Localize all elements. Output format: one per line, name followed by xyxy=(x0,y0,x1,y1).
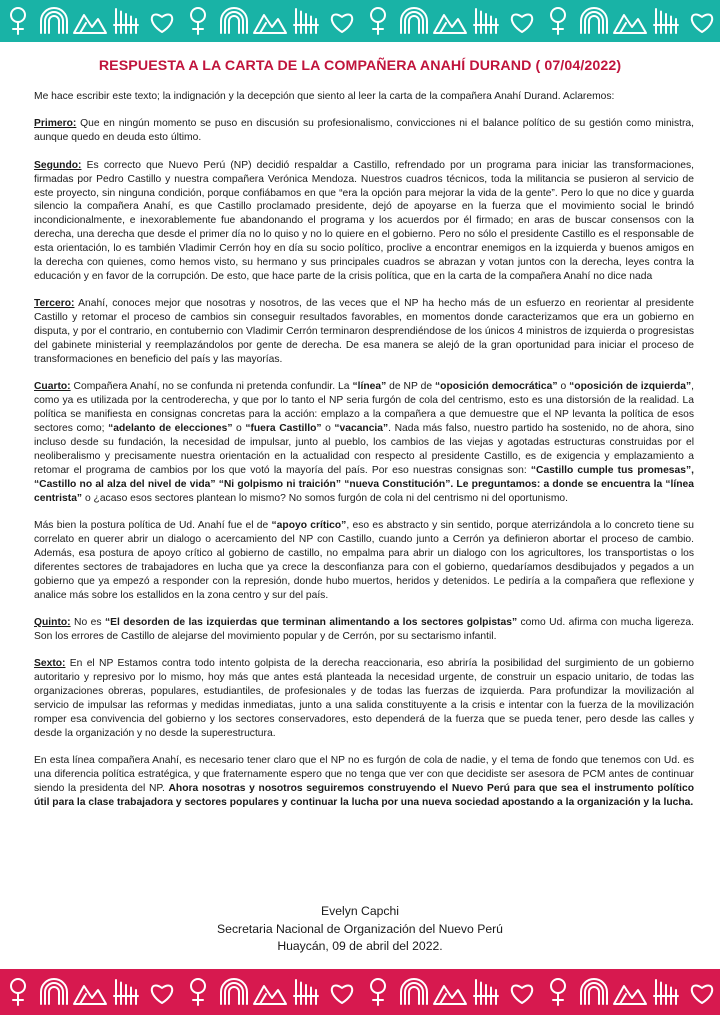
venus-symbol-icon xyxy=(551,8,565,34)
rainbow-arch-icon xyxy=(401,8,427,33)
segundo-paragraph xyxy=(34,159,694,284)
intro-paragraph: Me hace escribir este texto; la indignación y la decepción que siento al leer la carta de la compañera Anahí Durand. Aclaremos: xyxy=(34,91,615,102)
primero-paragraph xyxy=(34,117,694,145)
closing-text: En esta línea compañera Anahí, es necesario tener claro que el NP no es furgón de cola de nadie, y el tema de fondo que tenemos con Ud. es una diferencia política estratégica, y que fraternamente espero que no tenga que ver con que decidiste ser asesora de PCM antes de continuar siendo la presidenta del NP. xyxy=(34,755,694,795)
rainbow-arch-icon xyxy=(41,8,67,33)
sexto-text: En el NP Estamos contra todo intento golpista de la derecha reaccionaria, eso abriría la posibilidad del surgimiento de un gobierno autoritario y represivo por lo mismo, hoy más que antes está planteada la necesidad urgente, de construir un espacio unitario, de todas las organizaciones obreras, populares, estudiantiles, de profesionales y de todas las fuerzas de izquierda. Para profundizar la movilización al servicio de impulsar las reformas y medidas inmediatas, junto a una salida constituyente a la crisis e intentar con la fuerza de la movilización romper esa convivencia del gobierno y los sectores conservadores, esto dependerá de la fuerza que se pueda tener, pero desde las calles y desde la organización y no desde la superestructura. xyxy=(34,658,694,739)
sexto-paragraph xyxy=(34,657,694,740)
quinto-bold: “El desorden de las izquierdas que terminan alimentando a los sectores golpistas” xyxy=(104,617,518,628)
mountains-icon xyxy=(254,15,286,33)
closing-bold: Ahora nosotras y nosotros seguiremos construyendo el Nuevo Perú para que sea el instrumento político útil para la clase trabajadora y sectores populares y continuar la lucha por una nueva sociedad apostando a la organización y la lucha. xyxy=(34,783,694,808)
mountains-icon xyxy=(434,986,466,1004)
document-title: RESPUESTA A LA CARTA DE LA COMPAÑERA ANAHÍ DURAND ( 07/04/2022) xyxy=(98,58,622,74)
cuarto-text: , como ya es utilizada por la centroderecha, y que por lo tanto el NP seria furgón de cola del centrismo, esto es una distorsión de la realidad. La política se manifiesta en consignas concretas para la acción: emplazo a la compañera a que demuestre que el NP levanta la política de esos sectores como; xyxy=(34,381,695,435)
panpipe-icon xyxy=(294,980,318,1004)
quinto-label: Quinto: xyxy=(34,617,71,628)
segundo-label: Segundo: xyxy=(34,159,82,171)
heart-icon xyxy=(152,986,172,1003)
tercero-label: Tercero: xyxy=(34,298,75,310)
venus-symbol-icon xyxy=(11,979,25,1005)
cuarto-label: Cuarto: xyxy=(34,381,71,393)
venus-symbol-icon xyxy=(191,8,205,34)
signature-block xyxy=(0,903,720,956)
quinto-paragraph xyxy=(34,616,694,644)
signature-place-date: Huaycán, 09 de abril del 2022. xyxy=(277,939,443,953)
closing-paragraph xyxy=(34,754,694,810)
mountains-icon xyxy=(434,15,466,33)
panpipe-icon xyxy=(654,980,678,1004)
panpipe-icon xyxy=(474,980,498,1004)
panpipe-icon xyxy=(474,9,498,33)
cuarto-bold-fuera-castillo: “fuera Castillo” xyxy=(245,423,322,435)
heart-icon xyxy=(332,986,352,1003)
bottom-decorative-band xyxy=(0,969,720,1015)
cuarto-bold-adelanto: “adelanto de elecciones” xyxy=(108,423,233,435)
segundo-text: Es correcto que Nuevo Perú (NP) decidió respaldar a Castillo, refrendado por un programa para iniciar las transformaciones, firmadas por Pedro Castillo y nuestra compañera Verónica Mendoza. Nuestros cuadros técnicos, toda la militancia se pusieron al servicio de este proyecto, sin ninguna condición, porque confiábamos en que “era la opción para mejorar la vida de la gente”. Pero lo que no dice y guarda silencio la compañera Anahí, es que Castillo proclamado presidente, dejó de apoyarse en la fuerza que el movimiento social le brindó incondicionalmente, e inexorablemente fue abandonando el programa y los acuerdos por él firmado; en aras de buscar consensos con la derecha, una derecha que desde el primer día no lo quiso y no lo quiere en el gobierno. Pero no sólo el presidente Castillo es el responsable de esta orientación, lo es también Vladimir Cerrón hoy en día su socio político, proclive a encontrar enemigos en la izquierda y buenos amigos en la derecha con quienes, como hemos visto, su hermano y sus principales cuadros se abrazan y votan juntos con la derecha, leyes contra la educación y en favor de la corrupción. De esto, que hace parte de la crisis política, que en la carta de la compañera Anahí no dice nada xyxy=(34,159,694,282)
venus-symbol-icon xyxy=(371,979,385,1005)
heart-icon xyxy=(512,986,532,1003)
mountains-icon xyxy=(614,986,646,1004)
cuarto-bold-consignas: “Castillo cumple tus promesas”, “Castillo no al alza del nivel de vida” “Ni golpismo ni traición” “nueva Constitución”. Le preguntamos: a donde se encuentra la “línea centrista” xyxy=(34,464,694,504)
heart-icon xyxy=(692,15,712,32)
primero-label: Primero: xyxy=(34,118,77,130)
cuarto-text: o xyxy=(232,423,246,435)
bottom-band-pattern xyxy=(0,969,720,1015)
venus-symbol-icon xyxy=(11,8,25,34)
heart-icon xyxy=(152,15,172,32)
cuarto-text: de NP de xyxy=(386,381,435,393)
letter-body xyxy=(34,90,694,823)
quinto-text: como Ud. afirma con mucha ligereza. Son los errores de Castillo de alejarse del movimiento popular y de Cerrón, por su sectarismo infantil. xyxy=(34,617,694,642)
apoyo-text: , eso es abstracto y sin sentido, porque aterrizándola a lo concreto tiene su correlato en querer abrir un dialogo o acercamiento del NP con Castillo, cuando junto a Cerrón ya definieron abortar el proceso de cambio. Además, esa postura de apoyo crítico al gobierno de castillo, no empalma para abrir un dialogo con los agricultores, los transportistas o los diferentes sectores de trabajadores en lucha que ya crece la desconfianza para con el gobierno, quedaríamos desdibujados y pegados a un gobierno que ya empezó a responder con la represión, donde hubo muertos, heridos y detenidos. Le pediría a la compañera que reflexione y analice más sobre los estallidos en la zona centro y sur del país. xyxy=(34,520,694,601)
mountains-icon xyxy=(74,15,106,33)
sexto-label: Sexto: xyxy=(34,658,66,670)
mountains-icon xyxy=(614,15,646,33)
cuarto-bold-linea: “línea” xyxy=(352,381,387,393)
panpipe-icon xyxy=(654,9,678,33)
rainbow-arch-icon xyxy=(581,979,607,1004)
rainbow-arch-icon xyxy=(401,979,427,1004)
venus-symbol-icon xyxy=(551,979,565,1005)
heart-icon xyxy=(692,986,712,1003)
cuarto-text: o ¿acaso esos sectores plantean lo mismo? No somos furgón de cola ni del centrismo ni del oportunismo. xyxy=(82,492,568,504)
signer-position: Secretaria Nacional de Organización del Nuevo Perú xyxy=(217,921,503,936)
mountains-icon xyxy=(74,986,106,1004)
tercero-paragraph xyxy=(34,297,694,367)
apoyo-bold: “apoyo crítico” xyxy=(271,520,347,532)
mountains-icon xyxy=(254,986,286,1004)
rainbow-arch-icon xyxy=(41,979,67,1004)
venus-symbol-icon xyxy=(191,979,205,1005)
heart-icon xyxy=(512,15,532,32)
panpipe-icon xyxy=(294,9,318,33)
rainbow-arch-icon xyxy=(221,8,247,33)
top-band-pattern xyxy=(0,0,720,42)
primero-text: Que en ningún momento se puso en discusión su profesionalismo, convicciones ni el balance político de su gestión como ministra, aunque quedo en deuda esto último. xyxy=(34,118,694,144)
apoyo-text: Más bien la postura política de Ud. Anahí fue el de xyxy=(34,520,272,532)
cuarto-bold-oposicion-izquierda: “oposición de izquierda” xyxy=(569,381,692,393)
panpipe-icon xyxy=(114,9,138,33)
cuarto-text: . Nada más falso, nuestro partido ha sostenido, no de ahora, sino incluso desde su fundación, la necesidad de impulsar, junto al pueblo, los cambios de las viejas y agotadas estructuras construidas por el neoliberalismo y precisamente nuestra orientación en la actualidad con respecto al presidente Castillo, es de exigencia y emplazamiento a retomar el programa de cambios por los que votó la mayoría del país. Por eso nuestras consignas son: xyxy=(34,423,694,476)
panpipe-icon xyxy=(114,980,138,1004)
top-decorative-band xyxy=(0,0,720,42)
quinto-text: No es xyxy=(70,617,105,628)
cuarto-text: o xyxy=(321,423,335,435)
signer-name: Evelyn Capchi xyxy=(321,904,399,918)
cuarto-text: Compañera Anahí, no se confunda ni pretenda confundir. La xyxy=(70,381,353,393)
cuarto-bold-vacancia: “vacancia” xyxy=(334,423,389,435)
cuarto-bold-oposicion-democratica: “oposición democrática” xyxy=(435,381,558,393)
tercero-text: Anahí, conoces mejor que nosotras y nosotros, de las veces que el NP ha hecho más de un esfuerzo en reorientar al presidente Castillo y retomar el proceso de cambios sin conseguir resultados favorables, en momentos donde caracterizamos que era un gobierno en disputa, y por el contrario, en contubernio con Vladimir Cerrón terminaron desprendiéndose de los únicos 4 ministros de izquierda o progresistas del gabinete ministerial y reemplazándolos por gente de derecha. De esa manera se alejó de la gran oportunidad para iniciar el proceso de transformaciones en beneficio del país y las mayorías. xyxy=(34,298,694,365)
heart-icon xyxy=(332,15,352,32)
cuarto-paragraph xyxy=(34,380,694,505)
rainbow-arch-icon xyxy=(581,8,607,33)
cuarto-text: o xyxy=(557,381,570,393)
rainbow-arch-icon xyxy=(221,979,247,1004)
venus-symbol-icon xyxy=(371,8,385,34)
apoyo-critico-paragraph xyxy=(34,519,694,602)
